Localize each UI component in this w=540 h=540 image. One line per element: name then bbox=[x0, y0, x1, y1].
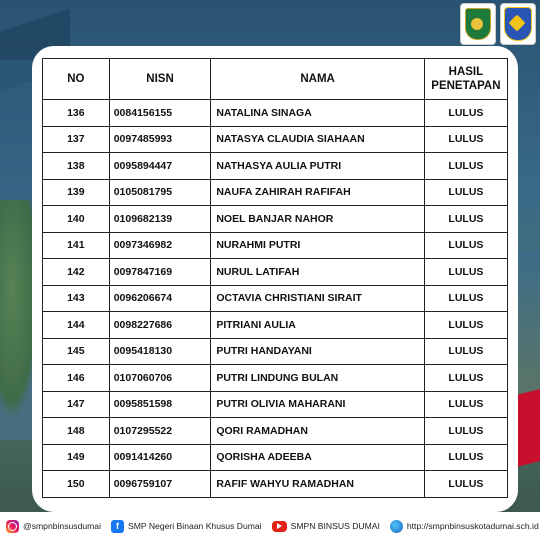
row-nama: NURUL LATIFAH bbox=[211, 259, 425, 286]
row-nisn: 0091414260 bbox=[109, 444, 211, 471]
table-row bbox=[43, 179, 508, 206]
footer-instagram[interactable] bbox=[6, 520, 101, 533]
row-no: 142 bbox=[43, 259, 110, 286]
row-nama: NATASYA CLAUDIA SIAHAAN bbox=[211, 126, 425, 153]
row-no: 150 bbox=[43, 471, 110, 498]
row-nama: NOEL BANJAR NAHOR bbox=[211, 206, 425, 233]
row-nisn: 0105081795 bbox=[109, 179, 211, 206]
row-hasil: LULUS bbox=[424, 232, 507, 259]
row-no: 147 bbox=[43, 391, 110, 418]
row-hasil: LULUS bbox=[424, 285, 507, 312]
row-no: 146 bbox=[43, 365, 110, 392]
row-nama: OCTAVIA CHRISTIANI SIRAIT bbox=[211, 285, 425, 312]
row-nisn: 0097485993 bbox=[109, 126, 211, 153]
header-no: NO bbox=[43, 59, 110, 100]
row-hasil: LULUS bbox=[424, 100, 507, 127]
row-nisn: 0109682139 bbox=[109, 206, 211, 233]
row-hasil: LULUS bbox=[424, 338, 507, 365]
row-nama: PUTRI OLIVIA MAHARANI bbox=[211, 391, 425, 418]
table-row bbox=[43, 338, 508, 365]
row-no: 138 bbox=[43, 153, 110, 180]
youtube-icon bbox=[272, 521, 287, 532]
table-row bbox=[43, 206, 508, 233]
row-no: 149 bbox=[43, 444, 110, 471]
row-nisn: 0084156155 bbox=[109, 100, 211, 127]
row-hasil: LULUS bbox=[424, 418, 507, 445]
table-row bbox=[43, 418, 508, 445]
row-hasil: LULUS bbox=[424, 259, 507, 286]
row-hasil: LULUS bbox=[424, 179, 507, 206]
table-row bbox=[43, 259, 508, 286]
row-nama: PITRIANI AULIA bbox=[211, 312, 425, 339]
row-nama: NATHASYA AULIA PUTRI bbox=[211, 153, 425, 180]
row-nama: PUTRI LINDUNG BULAN bbox=[211, 365, 425, 392]
row-no: 136 bbox=[43, 100, 110, 127]
row-nisn: 0098227686 bbox=[109, 312, 211, 339]
row-no: 141 bbox=[43, 232, 110, 259]
row-nama: PUTRI HANDAYANI bbox=[211, 338, 425, 365]
table-row bbox=[43, 444, 508, 471]
table-row bbox=[43, 391, 508, 418]
row-hasil: LULUS bbox=[424, 312, 507, 339]
table-row bbox=[43, 285, 508, 312]
row-nisn: 0095894447 bbox=[109, 153, 211, 180]
header-nama: NAMA bbox=[211, 59, 425, 100]
globe-icon bbox=[390, 520, 403, 533]
footer-facebook[interactable] bbox=[111, 520, 262, 533]
footer-bar bbox=[0, 512, 540, 540]
row-hasil: LULUS bbox=[424, 206, 507, 233]
results-card bbox=[32, 46, 518, 512]
instagram-icon bbox=[6, 520, 19, 533]
row-nisn: 0097346982 bbox=[109, 232, 211, 259]
facebook-icon: f bbox=[111, 520, 124, 533]
row-nisn: 0097847169 bbox=[109, 259, 211, 286]
row-no: 137 bbox=[43, 126, 110, 153]
row-nama: QORI RAMADHAN bbox=[211, 418, 425, 445]
smpn-binsus-logo-icon bbox=[500, 3, 536, 45]
results-table bbox=[42, 58, 508, 498]
table-header-row bbox=[43, 59, 508, 100]
row-nama: NURAHMI PUTRI bbox=[211, 232, 425, 259]
row-no: 140 bbox=[43, 206, 110, 233]
row-nisn: 0107060706 bbox=[109, 365, 211, 392]
footer-youtube[interactable] bbox=[272, 521, 380, 532]
row-nama: NAUFA ZAHIRAH RAFIFAH bbox=[211, 179, 425, 206]
row-no: 148 bbox=[43, 418, 110, 445]
table-row bbox=[43, 365, 508, 392]
logo-group bbox=[460, 3, 536, 45]
table-row bbox=[43, 100, 508, 127]
row-nisn: 0095418130 bbox=[109, 338, 211, 365]
row-hasil: LULUS bbox=[424, 471, 507, 498]
header-hasil-label: HASIL PENETAPAN bbox=[431, 66, 501, 92]
table-row bbox=[43, 126, 508, 153]
instagram-handle: @smpnbinsusdumai bbox=[23, 521, 101, 531]
row-no: 139 bbox=[43, 179, 110, 206]
website-url: http://smpnbinsuskotadumai.sch.id bbox=[406, 521, 539, 531]
row-nisn: 0095851598 bbox=[109, 391, 211, 418]
header-hasil-penetapan bbox=[424, 59, 507, 100]
table-row bbox=[43, 153, 508, 180]
row-hasil: LULUS bbox=[424, 153, 507, 180]
row-hasil: LULUS bbox=[424, 391, 507, 418]
table-row bbox=[43, 232, 508, 259]
table-row bbox=[43, 471, 508, 498]
youtube-channel: SMPN BINSUS DUMAI bbox=[290, 521, 380, 531]
header-nisn: NISN bbox=[109, 59, 211, 100]
row-nama: RAFIF WAHYU RAMADHAN bbox=[211, 471, 425, 498]
row-no: 143 bbox=[43, 285, 110, 312]
footer-website[interactable] bbox=[390, 520, 539, 533]
facebook-page: SMP Negeri Binaan Khusus Dumai bbox=[128, 521, 262, 531]
row-no: 144 bbox=[43, 312, 110, 339]
row-nama: NATALINA SINAGA bbox=[211, 100, 425, 127]
row-nisn: 0096759107 bbox=[109, 471, 211, 498]
row-nisn: 0096206674 bbox=[109, 285, 211, 312]
row-nisn: 0107295522 bbox=[109, 418, 211, 445]
kota-dumai-logo-icon bbox=[460, 3, 496, 45]
row-hasil: LULUS bbox=[424, 444, 507, 471]
row-no: 145 bbox=[43, 338, 110, 365]
row-hasil: LULUS bbox=[424, 126, 507, 153]
row-hasil: LULUS bbox=[424, 365, 507, 392]
row-nama: QORISHA ADEEBA bbox=[211, 444, 425, 471]
table-row bbox=[43, 312, 508, 339]
